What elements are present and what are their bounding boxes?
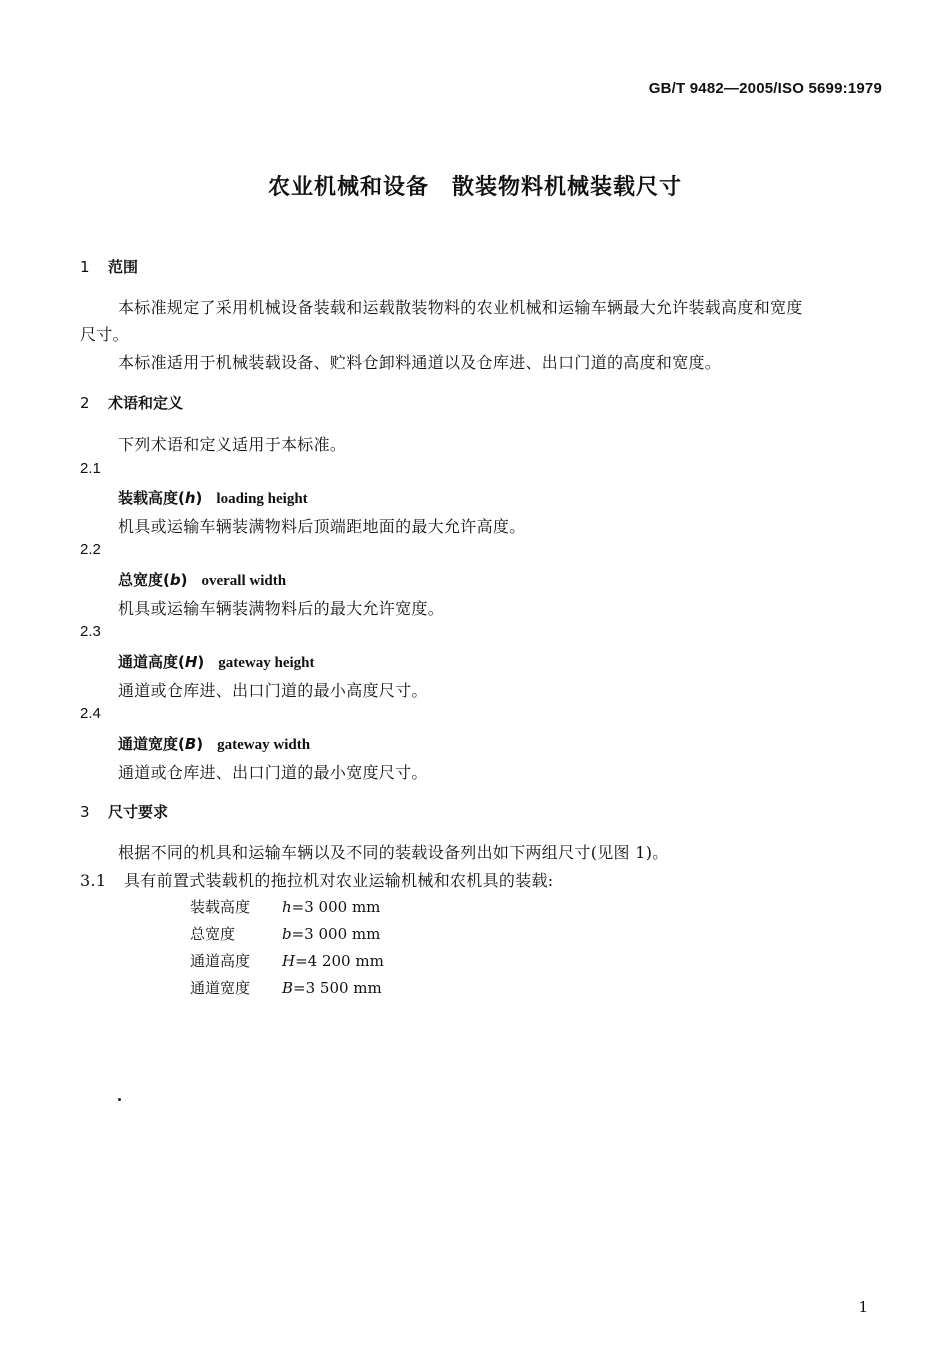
terms-intro: 下列术语和定义适用于本标准。 (118, 435, 347, 454)
scope-para-2: 本标准适用于机械装载设备、贮料仓卸料通道以及仓库进、出口门道的高度和宽度。 (118, 353, 722, 372)
term-heading: 总宽度(b) overall width (118, 571, 287, 589)
term-heading: 通道高度(H) gateway height (118, 653, 315, 671)
subsection-number: 3.1 (80, 871, 107, 890)
term-heading: 装载高度(h) loading height (118, 489, 308, 507)
section-2-heading (80, 392, 183, 413)
scope-para-1-line-1: 本标准规定了采用机械设备装载和运载散装物料的农业机械和运输车辆最大允许装载高度和宽度 (118, 298, 803, 317)
section-number: 3 (80, 803, 90, 821)
scope-para-1-line-2: 尺寸。 (80, 325, 129, 344)
dimension-row: 通道高度 H=4 200 mm (190, 952, 384, 970)
page-number: 1 (858, 1298, 868, 1316)
term-heading: 通道宽度(B) gateway width (118, 735, 311, 753)
term-number: 2.2 (80, 541, 101, 558)
section-number: 1 (80, 258, 90, 276)
term-number: 2.4 (80, 705, 101, 722)
section-title: 范围 (108, 258, 139, 276)
term-definition: 通道或仓库进、出口门道的最小宽度尺寸。 (118, 763, 428, 782)
term-definition: 机具或运输车辆装满物料后的最大允许宽度。 (118, 599, 445, 618)
dimension-row: 通道宽度 B=3 500 mm (190, 979, 382, 997)
subsection-text: 具有前置式装载机的拖拉机对农业运输机械和农机具的装载: (124, 871, 554, 890)
standard-code: GB/T 9482—2005/ISO 5699:1979 (648, 80, 882, 97)
term-definition: 通道或仓库进、出口门道的最小高度尺寸。 (118, 681, 428, 700)
subsection-3-1 (80, 868, 554, 891)
scan-speck (118, 1098, 121, 1101)
page-title: 农业机械和设备 散装物料机械装载尺寸 (267, 175, 682, 200)
term-definition: 机具或运输车辆装满物料后顶端距地面的最大允许高度。 (118, 517, 526, 536)
section-number: 2 (80, 394, 90, 412)
dimension-row: 总宽度 b=3 000 mm (190, 925, 381, 943)
requirements-intro: 根据不同的机具和运输车辆以及不同的装载设备列出如下两组尺寸(见图 1)。 (118, 843, 669, 862)
term-number: 2.1 (80, 460, 101, 477)
section-title: 尺寸要求 (108, 803, 169, 821)
section-1-heading (80, 256, 138, 277)
dimension-row: 装载高度 h=3 000 mm (190, 898, 381, 916)
section-title: 术语和定义 (108, 394, 184, 412)
section-3-heading (80, 801, 168, 822)
term-number: 2.3 (80, 623, 101, 640)
